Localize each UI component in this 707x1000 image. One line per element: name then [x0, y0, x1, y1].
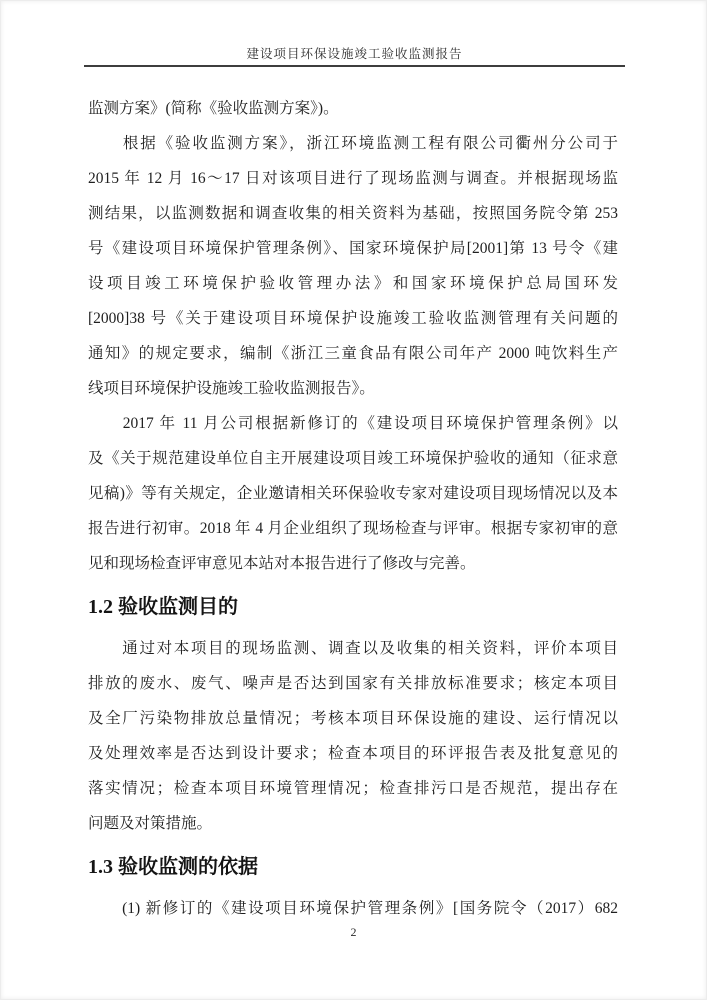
text-line: 号《建设项目环境保护管理条例》、国家环境保护局[2001]第 13 号令《建 — [88, 240, 618, 257]
text-line: 及全厂污染物排放总量情况；考核本项目环保设施的建设、运行情况以 — [88, 710, 618, 727]
text-line: (1) 新修订的《建设项目环境保护管理条例》[国务院令（2017）682 — [88, 900, 618, 917]
text-line: 监测方案》(简称《验收监测方案》)。 — [88, 100, 339, 117]
text-line: 设项目竣工环境保护验收管理办法》和国家环境保护总局国环发 — [88, 275, 618, 292]
text-line: 通过对本项目的现场监测、调查以及收集的相关资料，评价本项目 — [88, 640, 618, 657]
page-footer — [0, 920, 707, 944]
text-line: 根据《验收监测方案》，浙江环境监测工程有限公司衢州分公司于 — [88, 135, 618, 152]
text-line: 及《关于规范建设单位自主开展建设项目竣工环境保护验收的通知（征求意 — [88, 450, 618, 467]
document-body — [88, 91, 618, 926]
page-number: 2 — [350, 925, 357, 939]
paragraph — [88, 406, 618, 581]
text-line: 2015 年 12 月 16～17 日对该项目进行了现场监测与调查。并根据现场监 — [88, 170, 618, 187]
paragraph — [88, 91, 618, 126]
paragraph — [88, 126, 618, 406]
paragraph — [88, 631, 618, 841]
text-line: 见和现场检查评审意见本站对本报告进行了修改与完善。 — [88, 555, 476, 572]
text-line: 及处理效率是否达到设计要求；检查本项目的环评报告表及批复意见的 — [88, 745, 618, 762]
text-line: 见稿)》等有关规定，企业邀请相关环保验收专家对建设项目现场情况以及本 — [88, 485, 618, 502]
page-header — [84, 0, 625, 67]
text-line: [2000]38 号《关于建设项目环境保护设施竣工验收监测管理有关问题的 — [88, 310, 618, 327]
text-line: 2017 年 11 月公司根据新修订的《建设项目环境保护管理条例》以 — [88, 415, 618, 432]
text-line: 线项目环境保护设施竣工验收监测报告》。 — [88, 380, 375, 397]
text-line: 排放的废水、废气、噪声是否达到国家有关排放标准要求；核定本项目 — [88, 675, 618, 692]
section-heading: 1.2 验收监测目的 — [88, 596, 238, 618]
text-line: 测结果，以监测数据和调查收集的相关资料为基础，按照国务院令第 253 — [88, 205, 618, 222]
text-line: 落实情况；检查本项目环境管理情况；检查排污口是否规范，提出存在 — [88, 780, 618, 797]
text-line: 报告进行初审。2018 年 4 月企业组织了现场检查与评审。根据专家初审的意 — [88, 520, 618, 537]
text-line: 通知》的规定要求，编制《浙江三童食品有限公司年产 2000 吨饮料生产 — [88, 345, 618, 362]
header-title: 建设项目环保设施竣工验收监测报告 — [246, 47, 463, 61]
section-heading: 1.3 验收监测的依据 — [88, 856, 258, 878]
text-line: 问题及对策措施。 — [88, 815, 213, 832]
